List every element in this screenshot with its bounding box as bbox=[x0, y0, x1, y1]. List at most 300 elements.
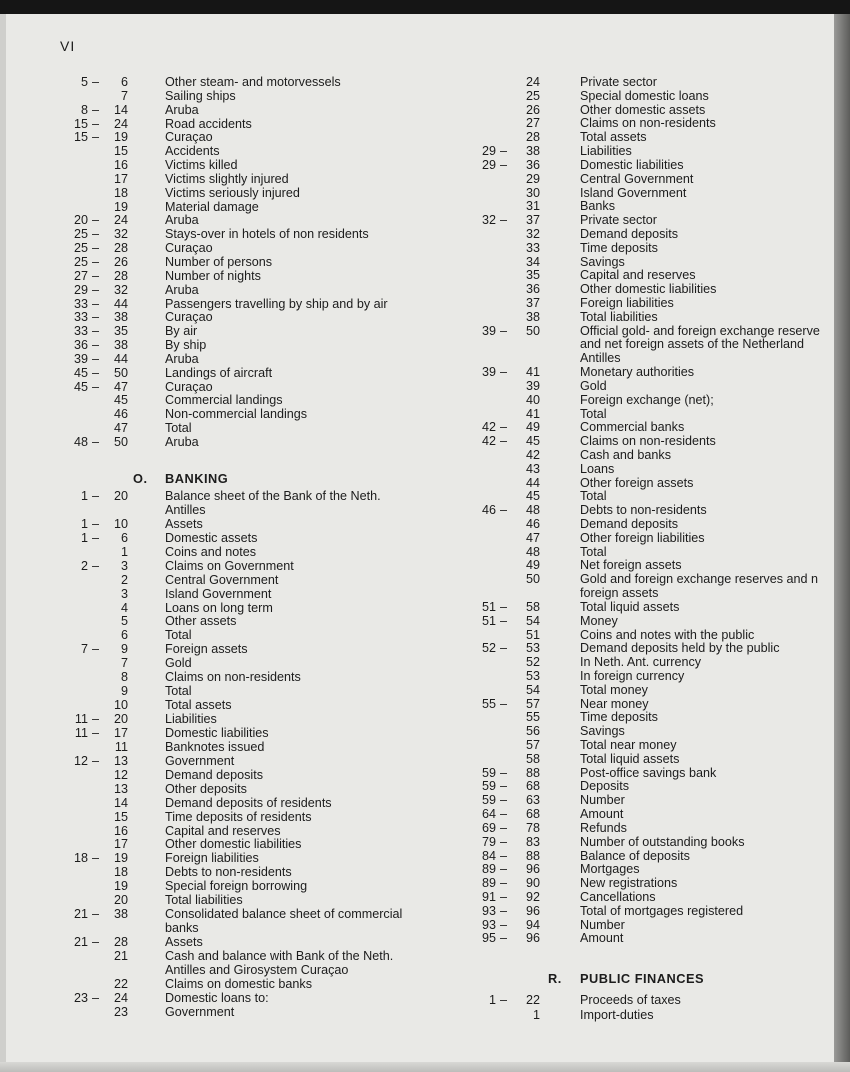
table-number: 32 bbox=[113, 227, 128, 242]
table-number: 49 bbox=[525, 420, 540, 435]
entry-title: In foreign currency bbox=[580, 668, 685, 683]
table-number: 33 bbox=[525, 240, 540, 255]
table-number: 19 bbox=[113, 130, 128, 145]
range-dash-separator: – bbox=[500, 157, 508, 172]
table-range-start: 15 bbox=[73, 116, 88, 131]
table-range-start: 29 bbox=[481, 144, 496, 159]
table-number: 10 bbox=[113, 698, 128, 713]
table-number: 7 bbox=[120, 656, 128, 671]
table-number: 96 bbox=[525, 903, 540, 918]
table-number: 46 bbox=[525, 517, 540, 531]
table-range-start: 33 bbox=[73, 324, 88, 339]
range-dash-separator: – bbox=[92, 130, 100, 145]
table-number: 46 bbox=[113, 407, 128, 422]
table-number: 17 bbox=[113, 171, 128, 186]
entry-title: Curaçao bbox=[165, 241, 213, 256]
range-dash-separator: – bbox=[92, 712, 100, 726]
entry-title: Victims seriously injured bbox=[165, 185, 300, 200]
table-number: 55 bbox=[525, 710, 540, 725]
page-bottom-edge bbox=[0, 1062, 850, 1072]
range-dash-separator: – bbox=[92, 379, 100, 394]
table-number: 17 bbox=[113, 725, 128, 740]
entry-title: Road accidents bbox=[165, 116, 252, 131]
table-number: 37 bbox=[525, 213, 540, 228]
entry-title: Domestic liabilities bbox=[580, 157, 684, 172]
table-range-start: 93 bbox=[481, 903, 496, 918]
table-range-start: 39 bbox=[481, 323, 496, 338]
entry-title: Total bbox=[580, 544, 607, 559]
entry-title: Time deposits bbox=[580, 710, 658, 725]
table-number: 54 bbox=[525, 613, 540, 628]
entry-title: Victims slightly injured bbox=[165, 171, 289, 186]
table-range-start: 8 bbox=[80, 102, 88, 117]
table-number: 5 bbox=[120, 614, 128, 629]
table-number: 39 bbox=[525, 378, 540, 393]
entry-title: Gold and foreign exchange reserves and n bbox=[580, 572, 819, 587]
table-range-start: 42 bbox=[481, 434, 496, 449]
table-number: 14 bbox=[113, 102, 128, 117]
range-dash-separator: – bbox=[500, 917, 508, 932]
table-number: 44 bbox=[113, 296, 128, 311]
table-number: 96 bbox=[525, 931, 540, 946]
entry-title: Non-commercial landings bbox=[165, 407, 308, 422]
table-number: 20 bbox=[113, 712, 128, 726]
entry-title: Curaçao bbox=[165, 130, 213, 145]
table-number: 96 bbox=[525, 862, 540, 877]
entry-title: Total bbox=[580, 406, 607, 421]
table-range-start: 15 bbox=[73, 130, 88, 145]
range-dash-separator: – bbox=[92, 254, 100, 269]
table-number: 32 bbox=[525, 226, 540, 241]
entry-title: Consolidated balance sheet of commercial bbox=[165, 907, 403, 922]
table-range-start: 39 bbox=[73, 351, 88, 366]
entry-title: Other deposits bbox=[165, 781, 247, 796]
table-number: 50 bbox=[113, 365, 128, 380]
table-number: 1 bbox=[120, 544, 128, 559]
table-number: 23 bbox=[113, 1004, 128, 1019]
table-number: 47 bbox=[525, 530, 540, 545]
table-number: 94 bbox=[525, 917, 540, 932]
entry-title: Other domestic assets bbox=[580, 102, 706, 117]
entry-title: Commercial landings bbox=[165, 393, 283, 408]
entry-title: Refunds bbox=[580, 820, 627, 835]
range-dash-separator: – bbox=[500, 599, 508, 614]
table-number: 24 bbox=[113, 213, 128, 228]
entry-title: foreign assets bbox=[580, 586, 659, 601]
table-range-start: 39 bbox=[481, 365, 496, 380]
entry-title: Curaçao bbox=[165, 310, 213, 325]
table-number: 22 bbox=[525, 993, 540, 1007]
table-number: 38 bbox=[113, 338, 128, 353]
table-number: 78 bbox=[525, 820, 540, 835]
range-dash-separator: – bbox=[92, 642, 100, 657]
entry-title: Number bbox=[580, 917, 625, 932]
table-number: 88 bbox=[525, 765, 540, 780]
range-dash-separator: – bbox=[500, 323, 508, 338]
table-number: 44 bbox=[525, 475, 540, 490]
entry-title: Passengers travelling by ship and by air bbox=[165, 296, 388, 311]
entry-title: Stays-over in hotels of non residents bbox=[165, 227, 369, 242]
table-range-start: 36 bbox=[73, 338, 88, 353]
range-dash-separator: – bbox=[92, 282, 100, 297]
table-range-start: 1 bbox=[80, 530, 88, 545]
range-dash-separator: – bbox=[500, 903, 508, 918]
range-dash-separator: – bbox=[92, 310, 100, 325]
table-number: 44 bbox=[113, 351, 128, 366]
entry-title: Total bbox=[165, 628, 192, 643]
range-dash-separator: – bbox=[500, 834, 508, 849]
table-range-start: 89 bbox=[481, 862, 496, 877]
table-range-start: 2 bbox=[80, 558, 88, 573]
table-number: 45 bbox=[525, 489, 540, 504]
table-number: 28 bbox=[113, 241, 128, 256]
entry-title: Total of mortgages registered bbox=[580, 903, 744, 918]
table-number: 25 bbox=[525, 88, 540, 103]
range-dash-separator: – bbox=[92, 530, 100, 545]
entry-title: Assets bbox=[165, 516, 203, 531]
entry-title: Island Government bbox=[165, 586, 272, 601]
table-number: 10 bbox=[113, 516, 128, 531]
entry-title: Amount bbox=[580, 931, 624, 946]
table-number: 38 bbox=[525, 309, 540, 324]
entry-title: Total assets bbox=[580, 130, 647, 145]
entry-title: Balance of deposits bbox=[580, 848, 690, 863]
table-number: 13 bbox=[113, 753, 128, 768]
table-number: 50 bbox=[525, 572, 540, 587]
range-dash-separator: – bbox=[92, 102, 100, 117]
table-range-start: 46 bbox=[481, 503, 496, 518]
table-range-start: 32 bbox=[481, 213, 496, 228]
entry-title: Debts to non-residents bbox=[165, 865, 292, 880]
table-number: 11 bbox=[114, 739, 128, 754]
entry-title: Total assets bbox=[165, 698, 232, 713]
range-dash-separator: – bbox=[500, 807, 508, 822]
table-number: 35 bbox=[525, 268, 540, 283]
entry-title: Assets bbox=[165, 935, 203, 949]
range-dash-separator: – bbox=[500, 931, 508, 946]
table-number: 40 bbox=[525, 392, 540, 407]
entry-title: Curaçao bbox=[165, 379, 213, 394]
range-dash-separator: – bbox=[92, 227, 100, 242]
table-number: 16 bbox=[113, 158, 128, 173]
entry-title: Other steam- and motorvessels bbox=[165, 75, 341, 89]
table-number: 83 bbox=[525, 834, 540, 849]
entry-title: Number bbox=[580, 793, 625, 808]
entry-title: Import-duties bbox=[580, 1007, 654, 1022]
range-dash-separator: – bbox=[500, 503, 508, 518]
range-dash-separator: – bbox=[92, 753, 100, 768]
entry-title: Total liquid assets bbox=[580, 599, 680, 614]
range-dash-separator: – bbox=[500, 765, 508, 780]
table-number: 24 bbox=[525, 75, 540, 89]
entry-title: Foreign liabilities bbox=[165, 851, 259, 866]
table-number: 58 bbox=[525, 751, 540, 766]
table-range-start: 5 bbox=[80, 75, 88, 89]
range-dash-separator: – bbox=[92, 516, 100, 531]
entry-title: Domestic loans to: bbox=[165, 990, 269, 1005]
table-range-start: 91 bbox=[481, 889, 496, 904]
entry-title: Debts to non-residents bbox=[580, 503, 707, 518]
entry-title: Other foreign assets bbox=[580, 475, 694, 490]
table-number: 12 bbox=[113, 767, 128, 782]
table-number: 28 bbox=[113, 935, 128, 949]
table-number: 3 bbox=[120, 586, 128, 601]
range-dash-separator: – bbox=[92, 558, 100, 573]
entry-title: Liabilities bbox=[580, 144, 632, 159]
entry-title: Near money bbox=[580, 696, 649, 711]
table-number: 45 bbox=[113, 393, 128, 408]
scan-top-border bbox=[0, 0, 850, 14]
table-number: 53 bbox=[525, 641, 540, 656]
table-number: 6 bbox=[120, 530, 128, 545]
entry-title: Central Government bbox=[165, 572, 279, 587]
table-number: 3 bbox=[120, 558, 128, 573]
range-dash-separator: – bbox=[500, 434, 508, 449]
table-range-start: 89 bbox=[481, 876, 496, 891]
entry-title: New registrations bbox=[580, 876, 678, 891]
entry-title: Time deposits bbox=[580, 240, 658, 255]
entry-title: Total bbox=[165, 684, 192, 699]
section-title: PUBLIC FINANCES bbox=[580, 971, 705, 986]
entry-title: Amount bbox=[580, 807, 624, 822]
entry-title: Foreign exchange (net); bbox=[580, 392, 714, 407]
table-number: 38 bbox=[525, 144, 540, 159]
table-range-start: 18 bbox=[73, 851, 88, 866]
table-number: 54 bbox=[525, 682, 540, 697]
entry-title: Other domestic liabilities bbox=[580, 282, 717, 297]
table-number: 8 bbox=[120, 670, 128, 685]
table-number: 48 bbox=[525, 503, 540, 518]
entry-title: Other domestic liabilities bbox=[165, 837, 302, 852]
entry-title: Accidents bbox=[165, 144, 220, 159]
range-dash-separator: – bbox=[92, 116, 100, 131]
table-number: 21 bbox=[113, 948, 128, 963]
range-dash-separator: – bbox=[92, 990, 100, 1005]
table-range-start: 42 bbox=[481, 420, 496, 435]
entry-title: Banknotes issued bbox=[165, 739, 265, 754]
table-number: 58 bbox=[525, 599, 540, 614]
entry-title: Other assets bbox=[165, 614, 237, 629]
table-number: 34 bbox=[525, 254, 540, 269]
table-range-start: 11 bbox=[74, 712, 88, 726]
table-number: 41 bbox=[525, 406, 540, 421]
table-number: 15 bbox=[113, 144, 128, 159]
table-range-start: 59 bbox=[481, 793, 496, 808]
entry-title: banks bbox=[165, 921, 199, 936]
range-dash-separator: – bbox=[500, 862, 508, 877]
table-number: 57 bbox=[525, 696, 540, 711]
entry-title: Special foreign borrowing bbox=[165, 879, 308, 894]
entry-title: Aruba bbox=[165, 282, 199, 297]
table-range-start: 95 bbox=[481, 931, 496, 946]
section-letter: O. bbox=[133, 471, 148, 486]
page-number: VI bbox=[60, 38, 76, 54]
table-range-start: 1 bbox=[80, 516, 88, 531]
table-number: 7 bbox=[120, 88, 128, 103]
table-number: 6 bbox=[120, 628, 128, 643]
entry-title: Victims killed bbox=[165, 158, 238, 173]
table-range-start: 84 bbox=[481, 848, 496, 863]
table-range-start: 55 bbox=[481, 696, 496, 711]
table-number: 37 bbox=[525, 296, 540, 310]
range-dash-separator: – bbox=[92, 907, 100, 922]
table-range-start: 21 bbox=[73, 907, 88, 922]
range-dash-separator: – bbox=[92, 268, 100, 283]
table-number: 28 bbox=[525, 130, 540, 145]
range-dash-separator: – bbox=[92, 935, 100, 949]
range-dash-separator: – bbox=[92, 851, 100, 866]
table-number: 9 bbox=[120, 642, 128, 657]
entry-title: Total bbox=[580, 489, 607, 504]
table-number: 38 bbox=[113, 310, 128, 325]
range-dash-separator: – bbox=[92, 241, 100, 256]
entry-title: By ship bbox=[165, 338, 207, 353]
table-number: 18 bbox=[113, 185, 128, 200]
table-number: 63 bbox=[525, 793, 540, 808]
entry-title: and net foreign assets of the Netherland bbox=[580, 337, 805, 352]
entry-title: Proceeds of taxes bbox=[580, 993, 681, 1007]
entry-title: Loans on long term bbox=[165, 600, 273, 615]
entry-title: Claims on non-residents bbox=[580, 434, 716, 449]
table-range-start: 21 bbox=[73, 935, 88, 949]
entry-title: Demand deposits of residents bbox=[165, 795, 332, 810]
range-dash-separator: – bbox=[92, 75, 100, 89]
table-number: 36 bbox=[525, 282, 540, 297]
entry-title: Domestic assets bbox=[165, 530, 258, 545]
table-number: 30 bbox=[525, 185, 540, 200]
table-number: 36 bbox=[525, 157, 540, 172]
entry-title: Time deposits of residents bbox=[165, 809, 312, 824]
entry-title: Private sector bbox=[580, 213, 657, 228]
table-range-start: 25 bbox=[73, 254, 88, 269]
table-number: 26 bbox=[113, 254, 128, 269]
table-range-start: 93 bbox=[481, 917, 496, 932]
table-range-start: 25 bbox=[73, 227, 88, 242]
entry-title: Monetary authorities bbox=[580, 365, 695, 380]
entry-title: Aruba bbox=[165, 213, 199, 228]
entry-title: Claims on non-residents bbox=[580, 116, 716, 131]
section-letter: R. bbox=[548, 971, 562, 986]
entry-title: Aruba bbox=[165, 351, 199, 366]
table-range-start: 51 bbox=[481, 613, 496, 628]
range-dash-separator: – bbox=[92, 489, 100, 503]
entry-title: Post-office savings bank bbox=[580, 765, 717, 780]
entry-title: Demand deposits bbox=[580, 517, 679, 531]
entry-title: Landings of aircraft bbox=[165, 365, 273, 380]
entry-title: Total liquid assets bbox=[580, 751, 680, 766]
table-range-start: 79 bbox=[481, 834, 496, 849]
table-range-start: 45 bbox=[73, 365, 88, 380]
table-number: 50 bbox=[525, 323, 540, 338]
table-number: 42 bbox=[525, 447, 540, 462]
table-range-start: 59 bbox=[481, 765, 496, 780]
range-dash-separator: – bbox=[500, 793, 508, 808]
table-range-start: 1 bbox=[488, 993, 496, 1007]
table-range-start: 59 bbox=[481, 779, 496, 794]
table-number: 19 bbox=[113, 851, 128, 866]
table-number: 24 bbox=[113, 116, 128, 131]
table-number: 1 bbox=[532, 1007, 540, 1022]
book-spine-shadow bbox=[834, 14, 850, 1072]
entry-title: Other foreign liabilities bbox=[580, 530, 705, 545]
table-number: 92 bbox=[525, 889, 540, 904]
table-range-start: 69 bbox=[481, 820, 496, 835]
section-title: BANKING bbox=[165, 471, 229, 486]
table-range-start: 45 bbox=[73, 379, 88, 394]
table-range-start: 1 bbox=[80, 489, 88, 503]
table-range-start: 29 bbox=[481, 157, 496, 172]
table-number: 56 bbox=[525, 724, 540, 739]
entry-title: Gold bbox=[580, 378, 607, 393]
entry-title: Deposits bbox=[580, 779, 629, 794]
table-range-start: 48 bbox=[73, 434, 88, 449]
table-number: 9 bbox=[120, 684, 128, 699]
table-number: 19 bbox=[113, 879, 128, 894]
table-number: 20 bbox=[113, 893, 128, 908]
entry-title: Demand deposits bbox=[580, 226, 679, 241]
entry-title: Commercial banks bbox=[580, 420, 685, 435]
entry-title: Cash and banks bbox=[580, 447, 672, 462]
table-number: 48 bbox=[525, 544, 540, 559]
range-dash-separator: – bbox=[92, 296, 100, 311]
entry-title: Cancellations bbox=[580, 889, 656, 904]
table-number: 16 bbox=[113, 823, 128, 838]
table-number: 26 bbox=[525, 102, 540, 117]
entry-title: Government bbox=[165, 1004, 235, 1019]
table-number: 57 bbox=[525, 738, 540, 752]
table-number: 4 bbox=[120, 600, 128, 615]
table-number: 35 bbox=[113, 324, 128, 339]
table-number: 68 bbox=[525, 779, 540, 794]
table-range-start: 29 bbox=[73, 282, 88, 297]
range-dash-separator: – bbox=[500, 213, 508, 228]
range-dash-separator: – bbox=[500, 641, 508, 656]
entry-title: Antilles bbox=[580, 351, 621, 366]
entry-title: Total money bbox=[580, 682, 648, 697]
entry-title: Total liabilities bbox=[165, 893, 243, 908]
table-number: 68 bbox=[525, 807, 540, 822]
table-number: 41 bbox=[525, 365, 540, 380]
table-range-start: 25 bbox=[73, 241, 88, 256]
table-number: 47 bbox=[113, 421, 128, 436]
range-dash-separator: – bbox=[92, 324, 100, 339]
table-number: 6 bbox=[120, 75, 128, 89]
entry-title: Demand deposits held by the public bbox=[580, 641, 780, 656]
table-range-start: 27 bbox=[73, 268, 88, 283]
table-number: 45 bbox=[525, 434, 540, 449]
table-number: 43 bbox=[525, 461, 540, 476]
range-dash-separator: – bbox=[92, 725, 100, 740]
table-number: 51 bbox=[525, 627, 540, 642]
entry-title: Claims on domestic banks bbox=[165, 976, 312, 991]
table-number: 17 bbox=[113, 837, 128, 852]
table-number: 50 bbox=[113, 434, 128, 449]
table-number: 47 bbox=[113, 379, 128, 394]
range-dash-separator: – bbox=[500, 848, 508, 863]
entry-title: Capital and reserves bbox=[580, 268, 696, 283]
range-dash-separator: – bbox=[500, 365, 508, 380]
entry-title: Domestic liabilities bbox=[165, 725, 269, 740]
range-dash-separator: – bbox=[500, 993, 508, 1007]
table-number: 27 bbox=[525, 116, 540, 131]
entry-title: Number of persons bbox=[165, 254, 273, 269]
table-number: 53 bbox=[525, 668, 540, 683]
entry-title: Mortgages bbox=[580, 862, 640, 877]
table-range-start: 52 bbox=[481, 641, 496, 656]
range-dash-separator: – bbox=[500, 613, 508, 628]
entry-title: Gold bbox=[165, 656, 192, 671]
entry-title: Foreign liabilities bbox=[580, 296, 674, 310]
